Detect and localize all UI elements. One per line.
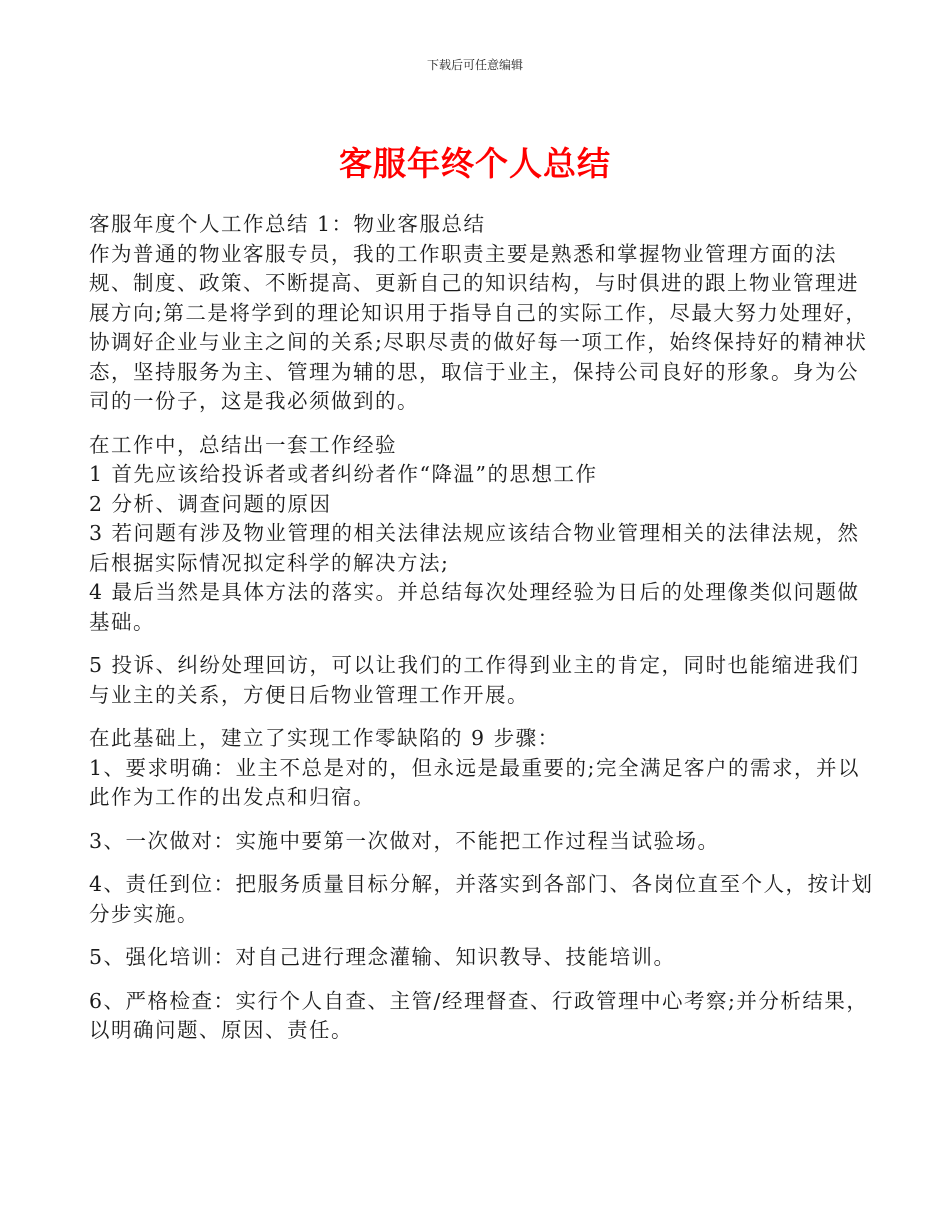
text-line: 3、一次做对：实施中要第一次做对，不能把工作过程当试验场。 — [89, 828, 720, 853]
text-line: 展方向;第二是将学到的理论知识用于指导自己的实际工作，尽最大努力处理好， — [89, 300, 868, 325]
paragraph-step-5 — [89, 943, 861, 973]
text-line: 在此基础上，建立了实现工作零缺陷的 9 步骤： — [89, 726, 560, 750]
text-line: 4、责任到位：把服务质量目标分解，并落实到各部门、各岗位直至个人，按计划 — [89, 872, 874, 896]
paragraph-followup — [89, 651, 861, 710]
text-line: 2 分析、调查问题的原因 — [89, 491, 332, 516]
text-line: 1 首先应该给投诉者或者纠纷者作“降温”的思想工作 — [89, 462, 598, 486]
paragraph-steps-intro — [89, 724, 861, 813]
text-line: 5 投诉、纠纷处理回访，可以让我们的工作得到业主的肯定，同时也能缩进我们 — [89, 653, 860, 677]
text-line: 客服年度个人工作总结 1：物业客服总结 — [89, 212, 486, 236]
text-line: 作为普通的物业客服专员，我的工作职责主要是熟悉和掌握物业管理方面的法 — [89, 241, 837, 266]
text-line: 司的一份子，这是我必须做到的。 — [89, 389, 419, 413]
text-line: 态，坚持服务为主、管理为辅的思，取信于业主，保持公司良好的形象。身为公 — [89, 359, 859, 384]
text-line: 此作为工作的出发点和归宿。 — [89, 785, 375, 809]
document-body — [89, 210, 874, 1060]
text-line: 3 若问题有涉及物业管理的相关法律法规应该结合物业管理相关的法律法规，然 — [89, 521, 860, 545]
paragraph-step-3 — [89, 827, 861, 857]
paragraph-step-6 — [89, 987, 869, 1046]
paragraph-step-4 — [89, 870, 874, 929]
text-line: 在工作中，总结出一套工作经验 — [89, 432, 397, 457]
text-line: 4 最后当然是具体方法的落实。并总结每次处理经验为日后的处理像类似问题做 — [89, 580, 860, 604]
text-line: 协调好企业与业主之间的关系;尽职尽责的做好每一项工作，始终保持好的精神状 — [89, 330, 868, 354]
header-note: 下载后可任意编辑 — [426, 58, 523, 72]
text-line: 分步实施。 — [89, 901, 199, 926]
text-line: 1、要求明确：业主不总是对的，但永远是最重要的;完全满足客户的需求，并以 — [89, 755, 860, 780]
text-line: 5、强化培训：对自己进行理念灌输、知识教导、技能培训。 — [89, 945, 676, 969]
text-line: 后根据实际情况拟定科学的解决方法; — [89, 550, 450, 575]
text-line: 以明确问题、原因、责任。 — [89, 1018, 353, 1042]
document-title: 客服年终个人总结 — [339, 144, 611, 183]
text-line: 6、严格检查：实行个人自查、主管/经理督查、行政管理中心考察;并分析结果， — [89, 988, 869, 1013]
text-line: 规、制度、政策、不断提高、更新自己的知识结构，与时俱进的跟上物业管理进 — [89, 271, 859, 295]
paragraph-experience — [89, 431, 861, 638]
text-line: 基础。 — [89, 609, 155, 634]
paragraph-intro — [89, 210, 868, 417]
text-line: 与业主的关系，方便日后物业管理工作开展。 — [89, 682, 529, 707]
